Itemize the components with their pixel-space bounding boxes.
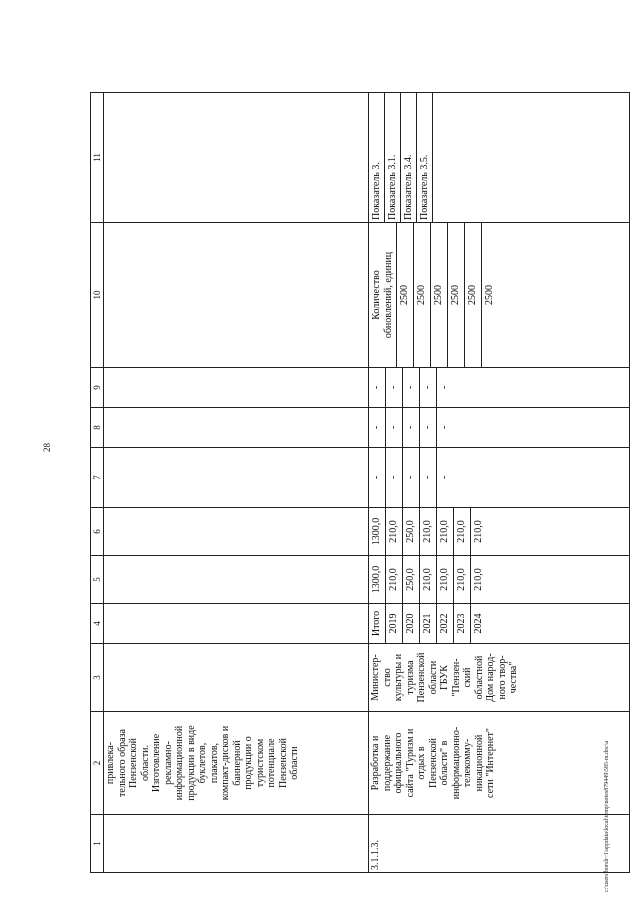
value-cell: 210,0 (473, 520, 484, 543)
header-cell: 3 (91, 644, 104, 712)
column-7 (369, 448, 630, 508)
regional-budget-column (369, 508, 630, 556)
value-cell: - (439, 425, 450, 430)
value-cell: 210,0 (437, 508, 454, 555)
value-cell: - (369, 368, 386, 407)
value-cell: 210,0 (386, 508, 403, 555)
value-cell: - (386, 408, 403, 447)
empty-cell (104, 448, 369, 508)
value-cell: - (420, 448, 437, 507)
value-cell: 1300,0 (369, 556, 386, 603)
indicator-ref: Показатель 3.4. (401, 93, 417, 222)
value-cell: 210,0 (437, 556, 454, 603)
value-cell: 2500 (414, 223, 431, 367)
empty-cell (104, 408, 369, 448)
year-cell: 2019 (386, 604, 403, 643)
value-cell: - (386, 448, 403, 507)
rotated-table-page (90, 93, 630, 873)
indicator-ref: Показатель 3.5. (417, 93, 433, 222)
year-cell: 2022 (437, 604, 454, 643)
empty-cell (104, 815, 369, 873)
year-cell: 2024 (473, 613, 484, 634)
value-cell: - (420, 408, 437, 447)
column-8 (369, 408, 630, 448)
value-cell: 210,0 (454, 556, 471, 603)
value-cell: 2500 (484, 285, 495, 305)
value-cell: 250,0 (403, 508, 420, 555)
value-cell: 2500 (431, 223, 448, 367)
program-table (90, 92, 630, 873)
page-number: 28 (42, 443, 52, 452)
value-cell: - (369, 408, 386, 447)
value-cell: 210,0 (473, 568, 484, 591)
years-column (369, 604, 630, 644)
header-cell: 6 (91, 508, 104, 556)
header-cell: 10 (91, 223, 104, 368)
activity-description: привлека- тельного образа Пензенской области. Изготовление рекламно- информационной продукции в виде буклетов, плакатов, компакт-дисков и баннерной продукции о туристском потенциале Пензенской области (104, 712, 369, 815)
executor: Министер- ство культуры и туризма Пензенской области ГБУК "Пензен- ский областной Дом народ- ного твор- чества" (369, 644, 630, 712)
empty-cell (104, 556, 369, 604)
header-cell: 2 (91, 712, 104, 815)
value-cell: 1300,0 (369, 508, 386, 555)
header-cell: 5 (91, 556, 104, 604)
value-cell: 250,0 (403, 556, 420, 603)
indicator-ref: Показатель 3.1. (385, 93, 401, 222)
header-cell: 1 (91, 815, 104, 873)
value-cell: - (420, 368, 437, 407)
header-cell: 4 (91, 604, 104, 644)
empty-cell (104, 223, 369, 368)
column-9 (369, 368, 630, 408)
value-cell: - (369, 448, 386, 507)
year-cell: Итого (369, 604, 386, 643)
indicator-label: Количество обновлений, единиц (369, 223, 397, 367)
value-cell: - (439, 475, 450, 480)
header-cell: 9 (91, 368, 104, 408)
indicators-column (369, 93, 630, 223)
total-funding-column (369, 556, 630, 604)
indicator-values-column (369, 223, 630, 368)
table-row (369, 93, 630, 873)
value-cell: - (403, 368, 420, 407)
empty-cell (104, 93, 369, 223)
indicator-ref: Показатель 3. (369, 93, 385, 222)
year-cell: 2021 (420, 604, 437, 643)
empty-cell (104, 368, 369, 408)
value-cell: 210,0 (420, 556, 437, 603)
empty-cell (104, 508, 369, 556)
header-cell: 11 (91, 93, 104, 223)
year-cell: 2020 (403, 604, 420, 643)
value-cell: 2500 (465, 223, 482, 367)
header-cell: 8 (91, 408, 104, 448)
value-cell: 2500 (397, 223, 414, 367)
empty-cell (104, 644, 369, 712)
value-cell: 2500 (448, 223, 465, 367)
value-cell: - (403, 448, 420, 507)
value-cell: 210,0 (420, 508, 437, 555)
value-cell: - (386, 368, 403, 407)
header-cell: 7 (91, 448, 104, 508)
footer-file-path: c:\users\borsh~1\appdata\local\temp\notes879449\585-m.doc\a (604, 740, 610, 892)
value-cell: 210,0 (454, 508, 471, 555)
header-row (91, 93, 104, 873)
value-cell: 210,0 (386, 556, 403, 603)
table-row (104, 93, 369, 873)
value-cell: - (403, 408, 420, 447)
item-number: 3.1.1.3. (369, 815, 630, 873)
year-cell: 2023 (454, 604, 471, 643)
empty-cell (104, 604, 369, 644)
value-cell: - (439, 385, 450, 390)
activity-title: Разработка и поддержание официального сайта "Туризм и отдых в Пензенской области" в информационно- телекомму- никационной сети "Интернет" (369, 712, 630, 815)
